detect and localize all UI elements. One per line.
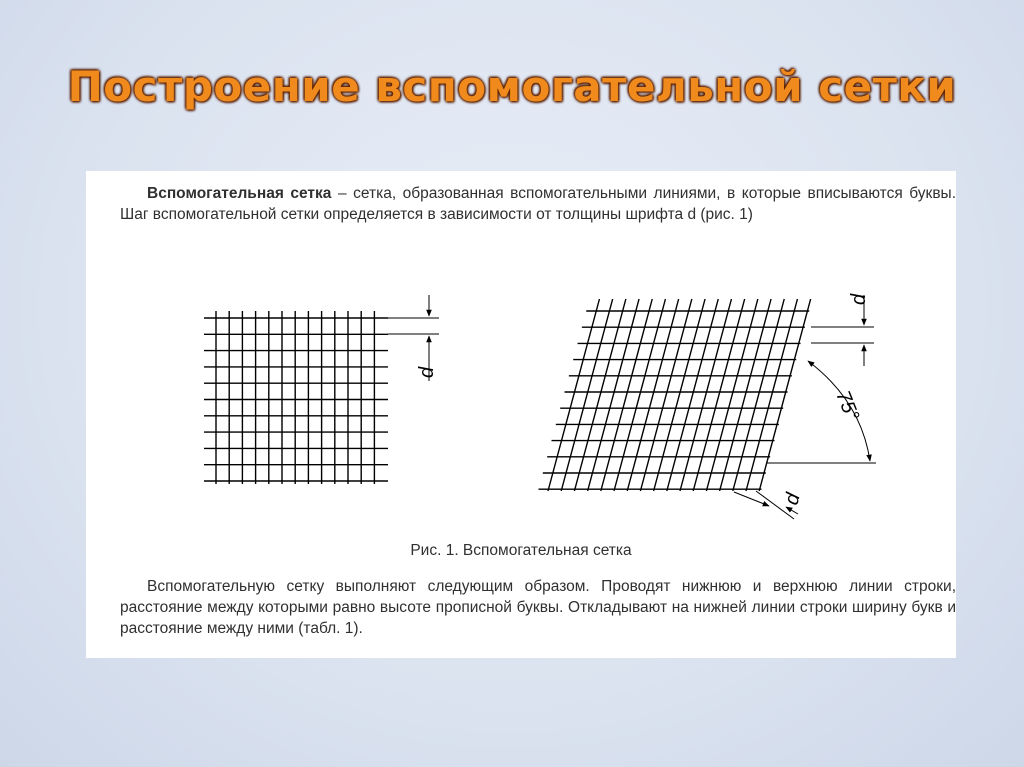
slanted-grid (538, 299, 810, 491)
procedure-text: Вспомогательную сетку выполняют следующим образом. Проводят нижнюю и верхнюю линии строки, расстояние между которыми равно высоте прописной буквы. Откладывают на нижней линии строки ширину букв и расстояние между ними (табл. 1). (120, 578, 956, 637)
dimension-arrow-bottom-left (734, 492, 769, 506)
rect-grid-d-label: d (416, 366, 438, 378)
dimension-arrow-bottom-right (786, 507, 798, 514)
slide-title: Построение вспомогательной сетки (67, 62, 957, 111)
angle-label: 75° (831, 387, 864, 424)
grid-figure (86, 281, 956, 546)
slant-grid-d-label-top: d (848, 293, 870, 305)
rectangular-grid (204, 311, 388, 484)
definition-paragraph (120, 183, 956, 225)
definition-text: – сетка, образованная вспомогательными линиями, в которые вписываются буквы. Шаг вспомогательной сетки определяется в зависимости от толщины шрифта d (рис. 1) (120, 185, 957, 223)
figure-caption: Рис. 1. Вспомогательная сетка (410, 542, 632, 559)
content-card (86, 171, 956, 658)
slant-grid-d-label-bottom: d (780, 490, 805, 508)
definition-term: Вспомогательная сетка (147, 185, 332, 202)
procedure-paragraph (120, 576, 956, 639)
